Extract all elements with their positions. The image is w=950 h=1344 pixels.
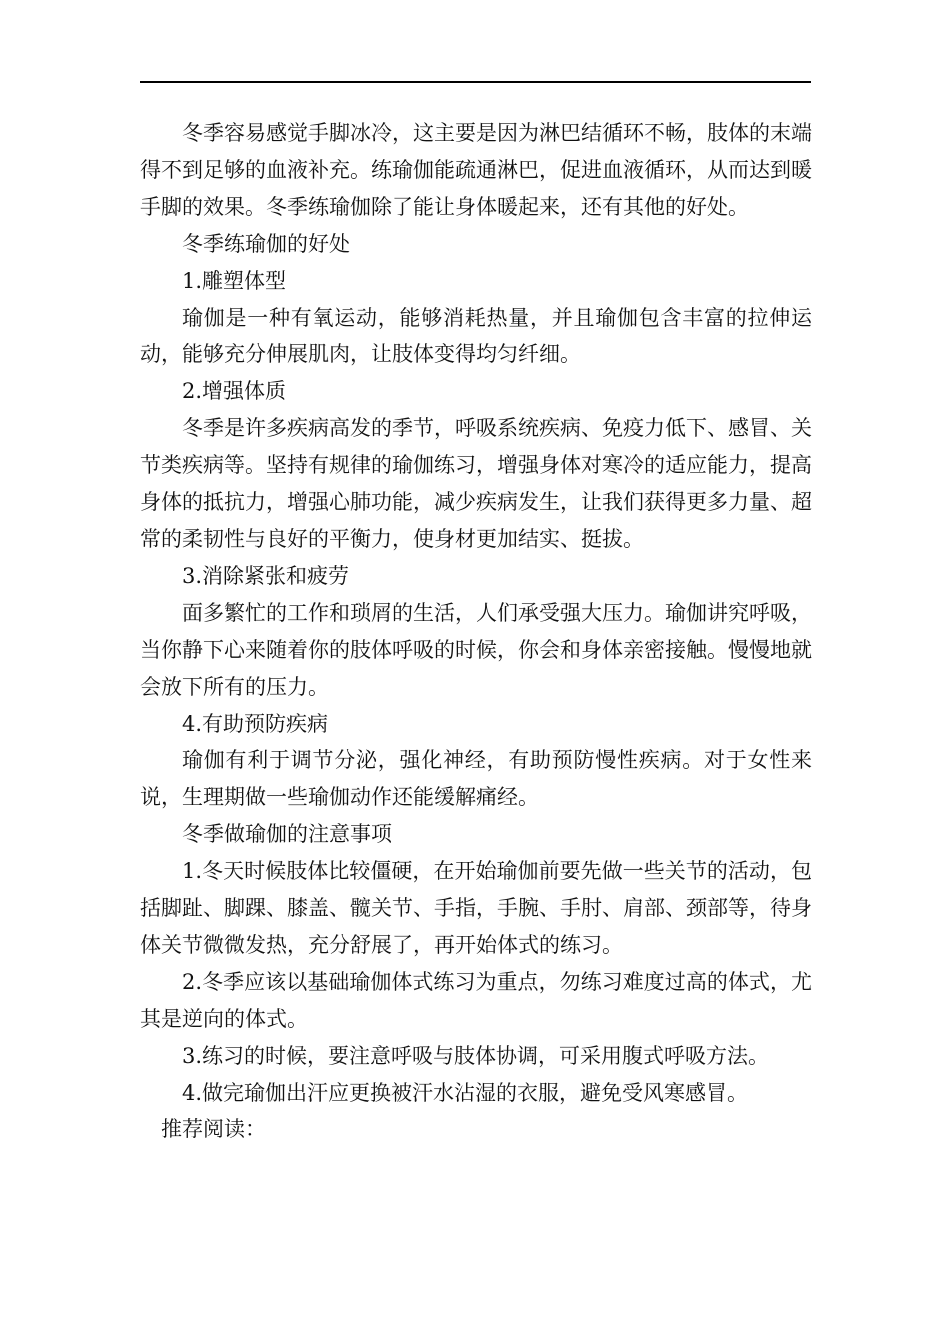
benefit-1-text: 瑜伽是一种有氧运动，能够消耗热量，并且瑜伽包含丰富的拉伸运动，能够充分伸展肌肉，让肢体变得均匀纤细。 (140, 305, 812, 367)
benefits-heading: 冬季练瑜伽的好处 (182, 231, 350, 256)
benefit-2-title: 2.增强体质 (182, 379, 287, 404)
note-2: 2.冬季应该以基础瑜伽体式练习为重点，勿练习难度过高的体式，尤其是逆向的体式。 (140, 969, 812, 1031)
benefit-3-text: 面多繁忙的工作和琐屑的生活，人们承受强大压力。瑜伽讲究呼吸，当你静下心来随着你的肢体呼吸的时候，你会和身体亲密接触。慢慢地就会放下所有的压力。 (140, 600, 812, 699)
recommended-reading-label: 推荐阅读： (161, 1117, 266, 1142)
benefit-3-title: 3.消除紧张和疲劳 (182, 563, 350, 588)
note-3: 3.练习的时候，要注意呼吸与肢体协调，可采用腹式呼吸方法。 (182, 1043, 770, 1068)
benefit-1-title: 1.雕塑体型 (182, 268, 287, 293)
note-4: 4.做完瑜伽出汗应更换被汗水沾湿的衣服，避免受风寒感冒。 (182, 1080, 749, 1105)
benefit-4-text: 瑜伽有利于调节分泌，强化神经，有助预防慢性疾病。对于女性来说，生理期做一些瑜伽动作还能缓解痛经。 (140, 748, 812, 810)
note-1: 1.冬天时候肢体比较僵硬，在开始瑜伽前要先做一些关节的活动，包括脚趾、脚踝、膝盖、髋关节、手指，手腕、手肘、肩部、颈部等，待身体关节微微发热，充分舒展了，再开始体式的练习。 (140, 859, 812, 957)
intro-paragraph: 冬季容易感觉手脚冰冷，这主要是因为淋巴结循环不畅，肢体的末端得不到足够的血液补充。练瑜伽能疏通淋巴，促进血液循环，从而达到暖手脚的效果。冬季练瑜伽除了能让身体暖起来，还有其他的好处。 (140, 121, 812, 219)
article-body (140, 115, 812, 1148)
header-rule (140, 81, 811, 83)
benefit-4-title: 4.有助预防疾病 (182, 711, 329, 736)
benefit-2-text: 冬季是许多疾病高发的季节，呼吸系统疾病、免疫力低下、感冒、关节类疾病等。坚持有规律的瑜伽练习，增强身体对寒冷的适应能力，提高身体的抵抗力，增强心肺功能，减少疾病发生，让我们获得更多力量、超常的柔韧性与良好的平衡力，使身材更加结实、挺拔。 (140, 416, 812, 551)
notes-heading: 冬季做瑜伽的注意事项 (182, 822, 392, 847)
